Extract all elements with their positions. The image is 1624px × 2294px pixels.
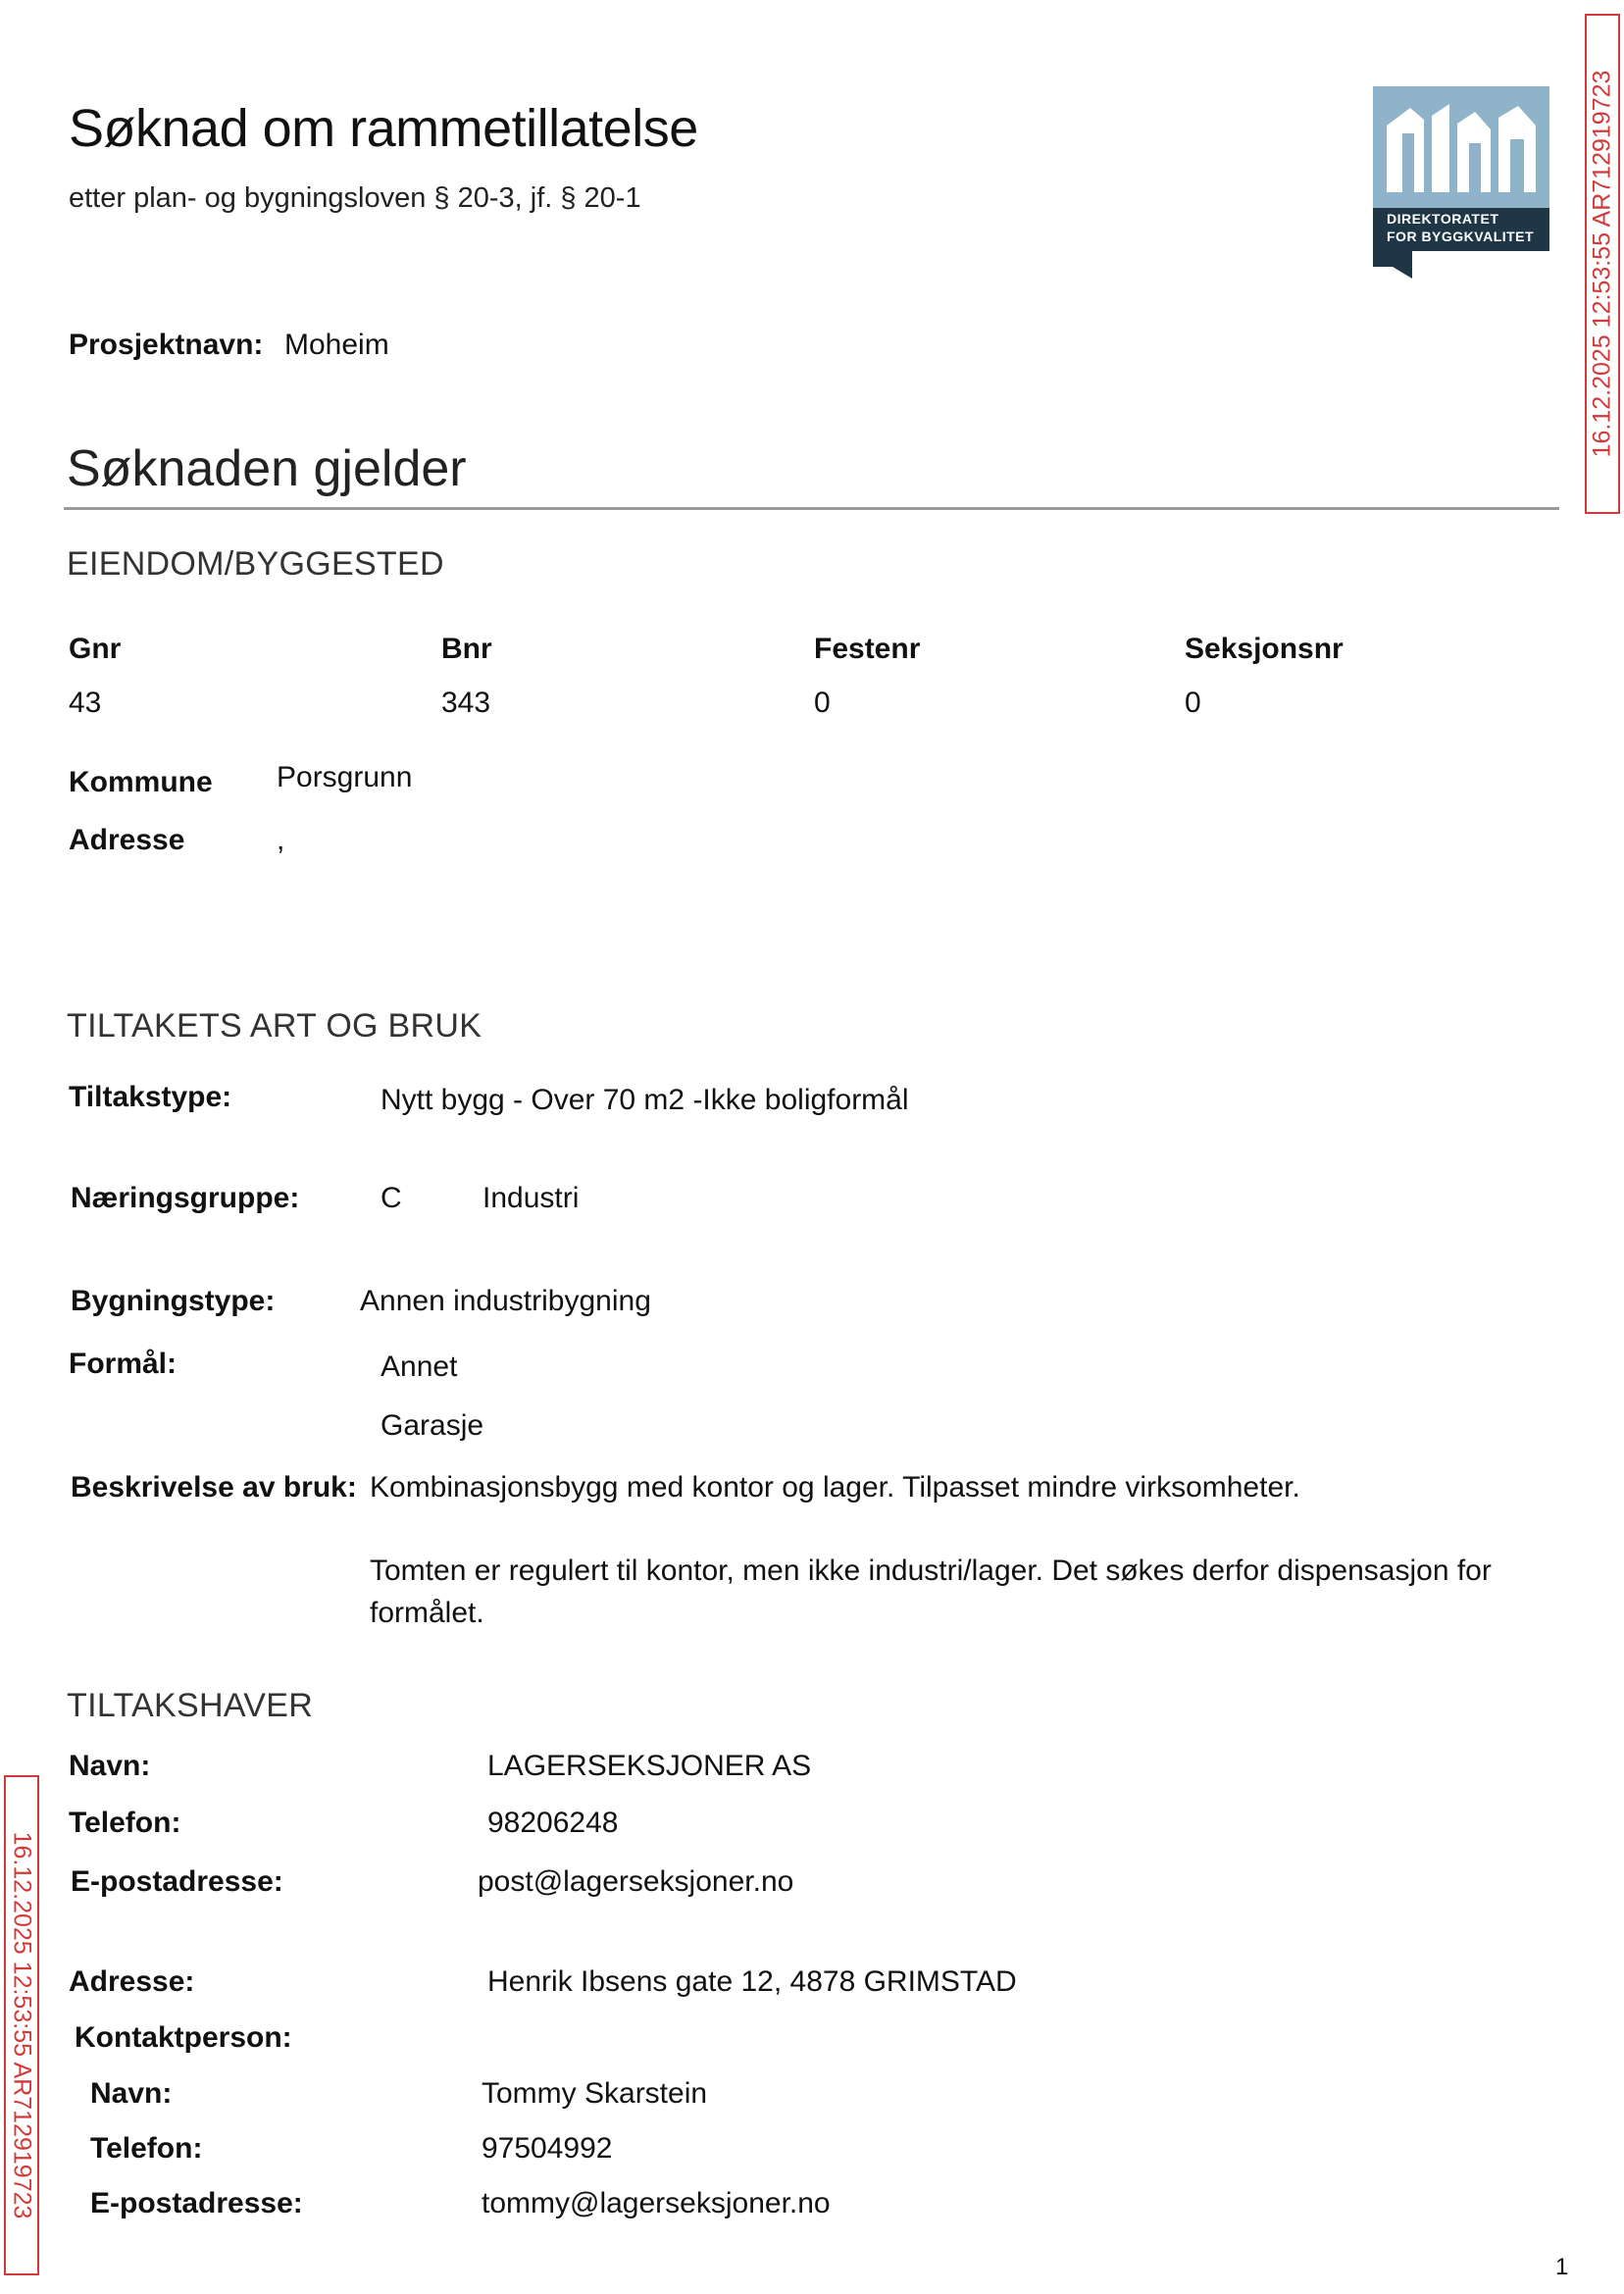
eiendom-adresse-value: ,	[277, 824, 285, 856]
tiltakshaver-adresse-value: Henrik Ibsens gate 12, 4878 GRIMSTAD	[487, 1965, 1017, 1998]
tiltakshaver-telefon-value: 98206248	[487, 1807, 619, 1839]
dibk-logo	[1373, 86, 1549, 279]
kontakt-epost-label: E-postadresse:	[90, 2187, 303, 2219]
document-title: Søknad om rammetillatelse	[69, 99, 698, 158]
tiltakshaver-navn-value: LAGERSEKSJONER AS	[487, 1750, 812, 1782]
eiendom-heading: EIENDOM/BYGGESTED	[67, 545, 444, 583]
dibk-logo-icon	[1373, 86, 1549, 279]
beskrivelse-line-2: Tomten er regulert til kontor, men ikke industri/lager. Det søkes derfor dispensasjon for	[370, 1555, 1492, 1587]
beskrivelse-label: Beskrivelse av bruk:	[71, 1471, 357, 1504]
tiltakshaver-adresse-label: Adresse:	[69, 1965, 195, 1998]
kommune-label: Kommune	[69, 766, 213, 798]
beskrivelse-line-1: Kombinasjonsbygg med kontor og lager. Tilpasset mindre virksomheter.	[370, 1471, 1300, 1504]
seksjonsnr-label: Seksjonsnr	[1185, 633, 1344, 665]
beskrivelse-line-3: formålet.	[370, 1597, 484, 1629]
date-stamp-top	[1585, 14, 1620, 514]
naeringsgruppe-label: Næringsgruppe:	[71, 1182, 300, 1214]
kontakt-epost-value: tommy@lagerseksjoner.no	[482, 2187, 831, 2219]
kontakt-navn-value: Tommy Skarstein	[482, 2077, 708, 2110]
tiltakshaver-telefon-label: Telefon:	[69, 1807, 181, 1839]
kontakt-navn-label: Navn:	[90, 2077, 173, 2110]
section-divider	[64, 507, 1559, 510]
tiltak-heading: TILTAKETS ART OG BRUK	[67, 1007, 482, 1045]
formal-label: Formål:	[69, 1348, 178, 1380]
tiltakstype-value: Nytt bygg - Over 70 m2 -Ikke boligformål	[381, 1084, 909, 1116]
document-subtitle: etter plan- og bygningsloven § 20-3, jf. § 20-1	[69, 182, 641, 214]
logo-text-line2: FOR BYGGKVALITET	[1387, 229, 1535, 244]
festenr-label: Festenr	[814, 633, 921, 665]
seksjonsnr-value: 0	[1185, 687, 1201, 719]
kontakt-telefon-label: Telefon:	[90, 2132, 203, 2165]
date-stamp-bottom-text: 16.12.2025 12:53:55 AR712919723	[8, 1831, 36, 2219]
eiendom-adresse-label: Adresse	[69, 824, 185, 856]
tiltakshaver-epost-label: E-postadresse:	[71, 1865, 283, 1898]
tiltakshaver-heading: TILTAKSHAVER	[67, 1687, 314, 1724]
kontaktperson-label: Kontaktperson:	[75, 2021, 292, 2054]
bygningstype-label: Bygningstype:	[71, 1285, 276, 1317]
kontakt-telefon-value: 97504992	[482, 2132, 613, 2165]
formal-value-1: Annet	[381, 1351, 458, 1383]
bnr-value: 343	[441, 687, 491, 719]
date-stamp-bottom	[4, 1775, 39, 2275]
project-name-value: Moheim	[284, 329, 389, 361]
bnr-label: Bnr	[441, 633, 492, 665]
page-number: 1	[1555, 2254, 1569, 2280]
naeringsgruppe-code: C	[381, 1182, 402, 1214]
festenr-value: 0	[814, 687, 831, 719]
tiltakstype-label: Tiltakstype:	[69, 1081, 232, 1113]
logo-text-line1: DIREKTORATET	[1387, 211, 1499, 227]
tiltakshaver-epost-value: post@lagerseksjoner.no	[478, 1865, 794, 1898]
gnr-label: Gnr	[69, 633, 122, 665]
date-stamp-top-text: 16.12.2025 12:53:55 AR712919723	[1588, 70, 1616, 458]
section-title: Søknaden gjelder	[67, 440, 467, 497]
bygningstype-value: Annen industribygning	[360, 1285, 651, 1317]
tiltakshaver-navn-label: Navn:	[69, 1750, 151, 1782]
kommune-value: Porsgrunn	[277, 761, 413, 793]
formal-value-2: Garasje	[381, 1409, 484, 1442]
project-name-label: Prosjektnavn:	[69, 329, 264, 361]
naeringsgruppe-value: Industri	[482, 1182, 580, 1214]
gnr-value: 43	[69, 687, 102, 719]
